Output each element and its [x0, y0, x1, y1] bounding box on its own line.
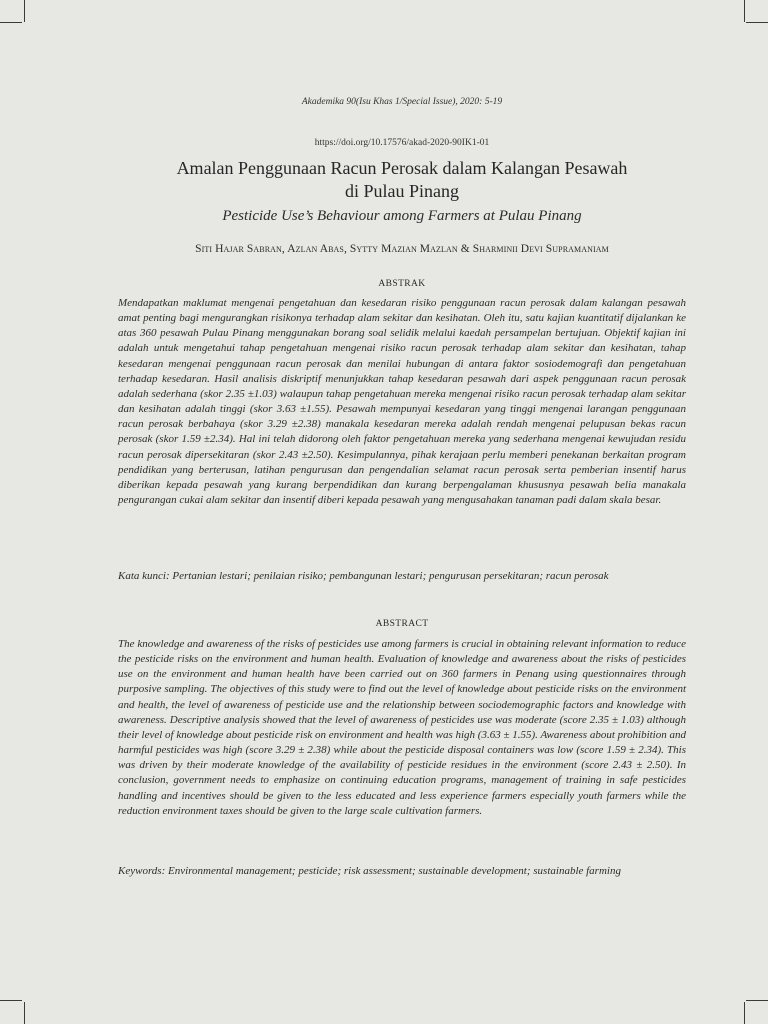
- crop-mark-bottom-left-h: [0, 1000, 22, 1001]
- crop-mark-top-right-h: [746, 22, 768, 23]
- crop-mark-top-left-h: [0, 22, 22, 23]
- abstract-body: The knowledge and awareness of the risks of pesticides use among farmers is crucial in obtaining relevant information to reduce the pesticide risks on the environment and human health. Evaluation of knowledge and awareness about the risks of pesticides use on the environment and human health have been carried out on 360 farmers in Penang using questionnaires through purposive sampling. The objectives of this study were to find out the level of knowledge about pesticide risks on the environment and health, the level of awareness of pesticide use and the relationship between sociodemographic factors and knowledge with awareness. Descriptive analysis showed that the level of awareness of pesticides use was moderate (score 2.35 ± 1.03) although their level of knowledge about pesticide risk on environment and health was high (3.63 ± 1.55). Awareness about prohibition and harmful pesticides was high (score 3.29 ± 2.38) while about the pesticide disposal containers was low (score 1.59 ± 2.34). This was driven by their moderate knowledge of the availability of pesticide residues in the environment (score 2.43 ± 2.50). In conclusion, government needs to emphasize on continuing education programs, management of training in safe pesticides handling and incentives should be given to the less educated and less experience farmers especially youth farmers while the reduction environment taxes should be given to the large scale cultivation farmers.: [118, 638, 686, 817]
- abstrak-body: Mendapatkan maklumat mengenai pengetahuan dan kesedaran risiko penggunaan racun perosak dalam kalangan pesawah amat penting bagi mengurangkan risikonya terhadap alam sekitar dan kesihatan. Oleh itu, satu kajian kuantitatif dijalankan ke atas 360 pesawah Pulau Pinang menggunakan borang soal selidik melalui kaedah persampelan bertujuan. Objektif kajian ini adalah untuk mengetahui tahap pengetahuan mengenai risiko racun perosak terhadap alam sekitar dan kesihatan, tahap kesedaran mengenai penggunaan racun perosak dan menilai hubungan di antara faktor sosiodemografi dan pengetahuan terhadap kesedaran. Hasil analisis diskriptif menunjukkan tahap kesedaran pesawah dari aspek penggunaan racun perosak adalah sederhana (skor 2.35 ±1.03) walaupun tahap pengetahuan mereka mengenai risiko racun perosak terhadap alam sekitar dan kesihatan adalah tinggi (skor 3.63 ±1.55). Pesawah mempunyai kesedaran yang tinggi mengenai larangan penggunaan racun perosak berbahaya (skor 3.29 ±2.38) manakala kesedaran mereka adalah rendah mengenai pelupusan bekas racun perosak (skor 1.59 ±2.34). Hal ini telah didorong oleh faktor pengetahuan mereka yang sederhana mengenai kewujudan residu racun perosak dipersekitaran (skor 2.43 ±2.50). Kesimpulannya, pihak kerajaan perlu memberi penekanan berkaitan program pendidikan yang berterusan, latihan pengurusan dan pengendalian selamat racun perosak serta pemberian insentif harus diberikan kepada pesawah yang kurang berpendidikan dan kurang berpengalaman khususnya pesawah belia manakala pengurangan cukai alam sekitar dan insentif diberi kepada pesawah yang mengusahakan tanaman padi dalam skala besar.: [118, 297, 686, 507]
- malay-title-line-2: di Pulau Pinang: [344, 181, 459, 201]
- abstrak-heading: ABSTRAK: [378, 279, 426, 289]
- keywords: Keywords: Environmental management; pesticide; risk assessment; sustainable development; sustainable farming: [118, 865, 621, 877]
- malay-title-line-1: Amalan Penggunaan Racun Perosak dalam Kalangan Pesawah: [176, 158, 628, 178]
- crop-mark-top-left: [24, 0, 25, 22]
- malay-title: [118, 157, 686, 203]
- crop-mark-bottom-left: [24, 1002, 25, 1024]
- crop-mark-bottom-right: [744, 1002, 745, 1024]
- journal-citation: Akademika 90(Isu Khas 1/Special Issue), 2020: 5-19: [301, 97, 503, 107]
- author-list: Siti Hajar Sabran, Azlan Abas, Sytty Mazian Mazlan & Sharminii Devi Supramaniam: [195, 243, 609, 255]
- crop-mark-top-right: [744, 0, 745, 22]
- kata-kunci: Kata kunci: Pertanian lestari; penilaian risiko; pembangunan lestari; pengurusan persekitaran; racun perosak: [118, 570, 609, 582]
- crop-mark-bottom-right-h: [746, 1000, 768, 1001]
- doi-link[interactable]: https://doi.org/10.17576/akad-2020-90IK1-01: [314, 138, 490, 148]
- english-title: Pesticide Use’s Behaviour among Farmers at Pulau Pinang: [222, 208, 582, 224]
- paper-page: [118, 0, 686, 1024]
- abstract-heading: ABSTRACT: [375, 619, 429, 629]
